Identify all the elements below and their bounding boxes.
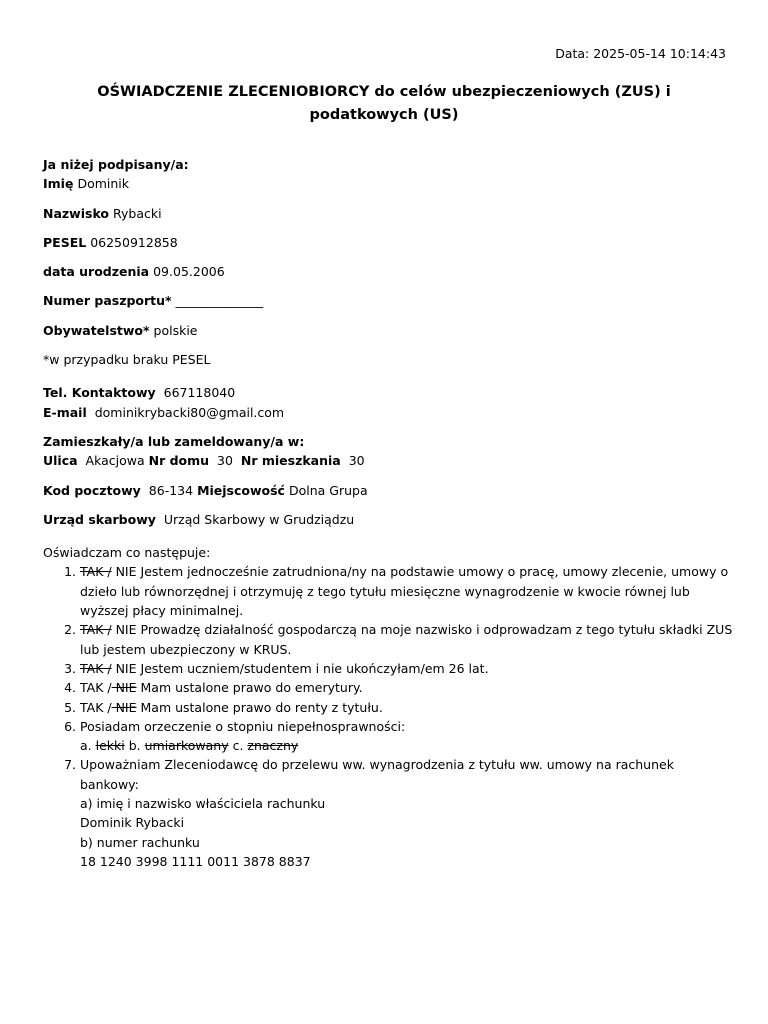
first-name-row: Imię Dominik: [43, 176, 129, 192]
declaration-item: [80, 698, 733, 717]
passport-value: ______________: [175, 293, 264, 309]
declarations-list: [43, 562, 733, 871]
declaration-text: Mam ustalone prawo do emerytury.: [136, 680, 363, 696]
declaration-item-disability: [80, 717, 733, 756]
passport-row: Numer paszportu* ______________: [43, 293, 264, 309]
declaration-item: [80, 678, 733, 697]
declarations-intro: Oświadczam co następuje:: [43, 545, 211, 561]
last-name-value: Rybacki: [113, 205, 162, 221]
street-row: Ulica Akacjowa Nr domu 30 Nr mieszkania 30: [43, 453, 365, 469]
last-name-row: Nazwisko Rybacki: [43, 205, 162, 221]
address-heading: Zamieszkały/a lub zameldowany/a w:: [43, 433, 305, 449]
authorization-text: 7. Upoważniam Zleceniodawcę do przelewu ww. wynagrodzenia z tytułu ww. umowy na rachunek bankowy:: [80, 757, 674, 792]
postal-value: 86-134: [148, 482, 194, 498]
street-value: Akacjowa: [85, 453, 145, 469]
document-body: [43, 155, 733, 871]
phone-value: 667118040: [163, 385, 236, 401]
declaration-text: Jestem jednocześnie zatrudniona/ny na podstawie umowy o pracę, umowy zlecenie, umowy o dzieło lub równorzędnej i otrzymuję z tego tytułu miesięczne wynagrodzenie w kwocie równej lub wyższej płacy minimalnej.: [80, 564, 729, 619]
option-nie: NIE: [111, 622, 137, 638]
account-owner-label: a) imię i nazwisko właściciela rachunku: [80, 796, 326, 812]
citizenship-row: Obywatelstwo* polskie: [43, 322, 198, 338]
option-znaczny: znaczny: [247, 738, 299, 754]
option-tak: TAK /: [80, 660, 112, 676]
signer-heading: Ja niżej podpisany/a:: [43, 157, 189, 172]
email-row: E-mail dominikrybacki80@gmail.com: [43, 404, 285, 420]
pesel-note: *w przypadku braku PESEL: [43, 352, 211, 368]
option-nie: NIE: [111, 564, 137, 580]
disability-text: 6. Posiadam orzeczenie o stopniu niepełnosprawności:: [80, 718, 406, 734]
first-name-value: Dominik: [77, 176, 129, 192]
option-tak: TAK /: [80, 622, 112, 638]
postal-row: Kod pocztowy 86-134 Miejscowość Dolna Grupa: [43, 482, 368, 498]
declaration-text: Mam ustalone prawo do renty z tytułu.: [136, 699, 383, 715]
account-number-value: 18 1240 3998 1111 0011 3878 8837: [80, 853, 311, 869]
account-number-label: b) numer rachunku: [80, 834, 200, 850]
pesel-value: 06250912858: [90, 234, 178, 250]
option-nie: NIE: [111, 680, 137, 696]
house-value: 30: [217, 453, 233, 469]
option-tak: TAK /: [80, 564, 112, 580]
phone-row: Tel. Kontaktowy 667118040: [43, 385, 236, 401]
option-tak: TAK /: [80, 699, 112, 715]
declaration-text: Jestem uczniem/studentem i nie ukończyłam/em 26 lat.: [136, 660, 489, 676]
flat-value: 30: [348, 453, 365, 469]
option-lekki: lekki: [95, 738, 125, 754]
pesel-row: PESEL 06250912858: [43, 234, 178, 250]
document-title: OŚWIADCZENIE ZLECENIOBIORCY do celów ubezpieczeniowych (ZUS) i podatkowych (US): [97, 84, 671, 123]
option-nie: NIE: [111, 660, 137, 676]
tax-office-value: Urząd Skarbowy w Grudziądzu: [163, 511, 355, 527]
declaration-item: [80, 562, 733, 620]
declaration-item-authorization: [80, 755, 733, 871]
declaration-item: [80, 620, 733, 659]
city-value: Dolna Grupa: [288, 482, 368, 498]
tax-office-row: Urząd skarbowy Urząd Skarbowy w Grudziądzu: [43, 511, 355, 527]
option-umiarkowany: umiarkowany: [144, 738, 229, 754]
option-nie: NIE: [111, 699, 137, 715]
declaration-text: Prowadzę działalność gospodarczą na moje nazwisko i odprowadzam z tego tytułu składki ZUS lub jestem ubezpieczony w KRUS.: [80, 622, 733, 657]
declaration-item: [80, 659, 733, 678]
birth-date-value: 09.05.2006: [153, 264, 225, 280]
birth-date-row: data urodzenia 09.05.2006: [43, 264, 225, 280]
option-tak: TAK /: [80, 680, 112, 696]
email-value: dominikrybacki80@gmail.com: [94, 404, 285, 420]
document-date: Data: 2025-05-14 10:14:43: [555, 46, 726, 61]
account-owner-value: Dominik Rybacki: [80, 815, 185, 831]
citizenship-value: polskie: [153, 322, 198, 338]
disability-options: a. lekki b. umiarkowany c. znaczny: [80, 738, 299, 754]
